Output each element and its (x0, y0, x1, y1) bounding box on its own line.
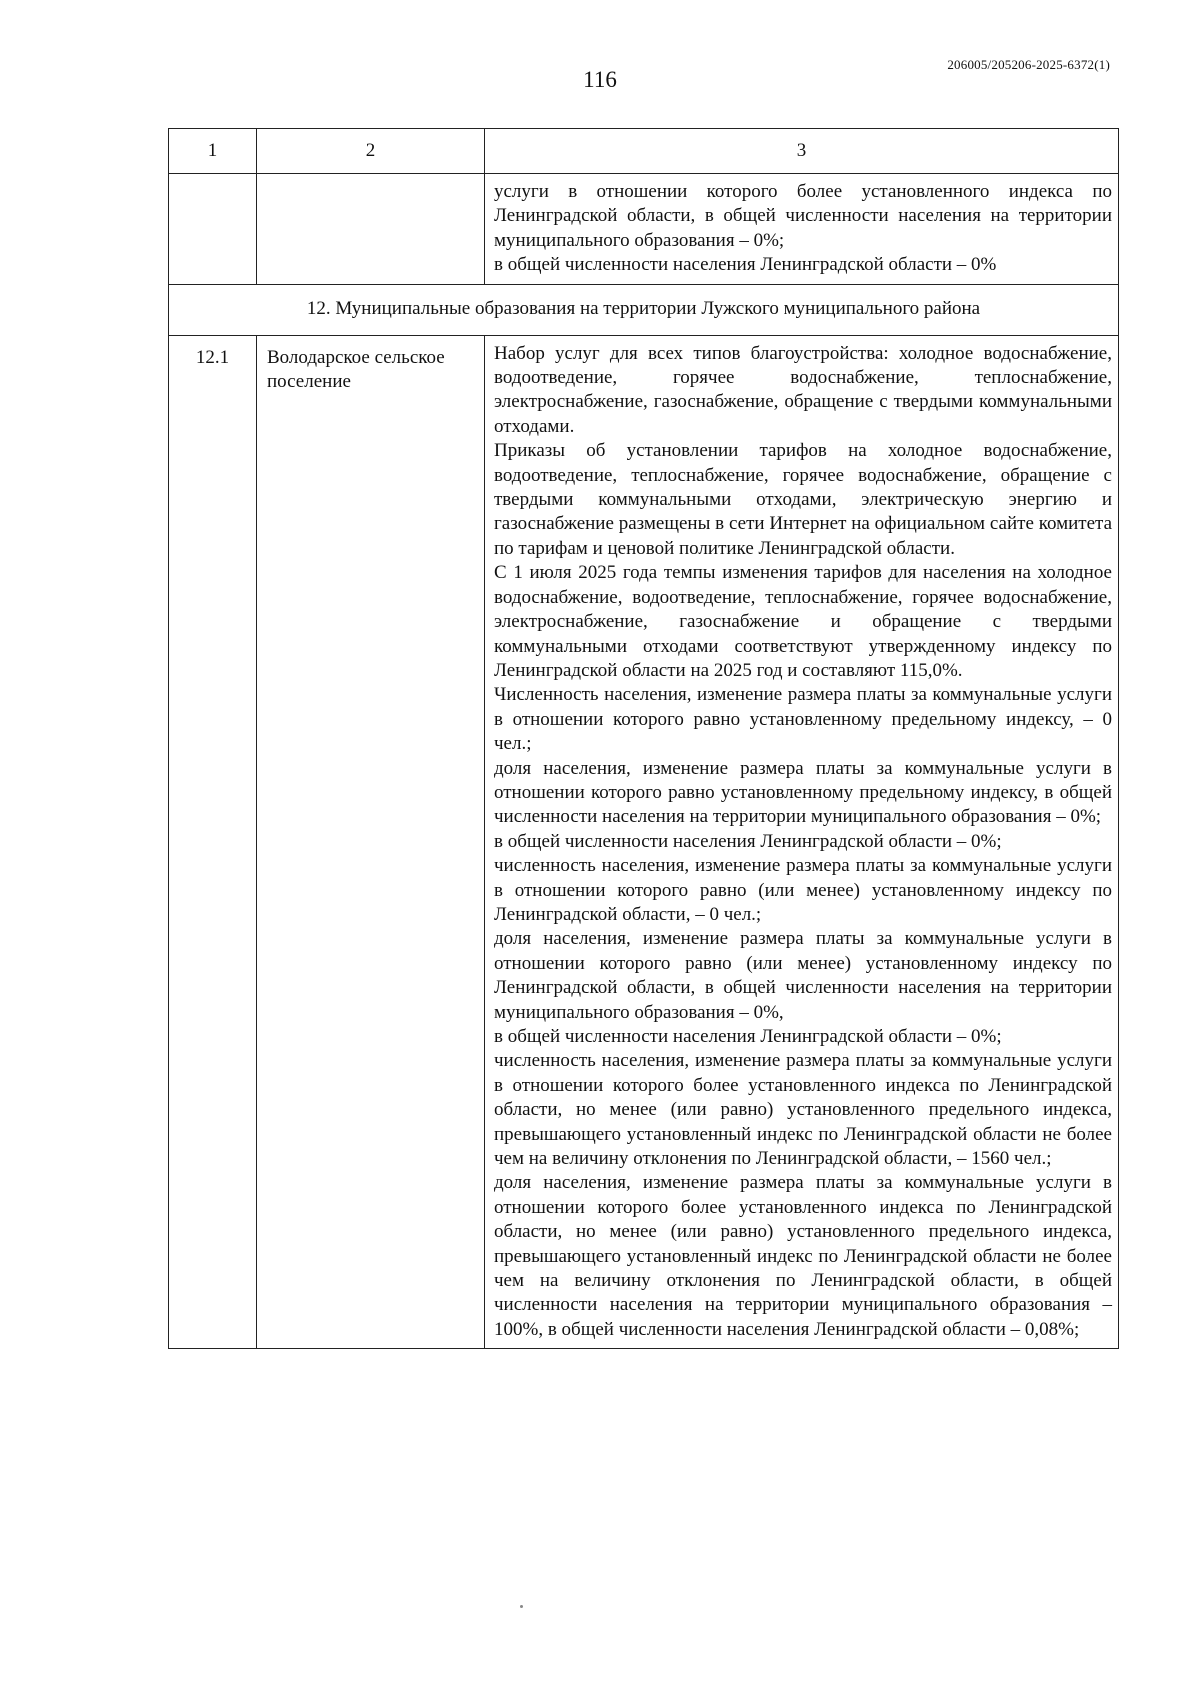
paragraph: Численность населения, изменение размера платы за коммунальные услуги в отношении которого равно установленному предельному индексу, – 0 чел.; (494, 684, 1112, 755)
paragraph: доля населения, изменение размера платы за коммунальные услуги в отношении которого равно установленному предельному индексу, в общей численности населения на территории муниципального образования – 0%; (494, 757, 1112, 828)
paragraph: в общей численности населения Ленинградской области – 0% (494, 254, 997, 276)
document-id: 206005/205206-2025-6372(1) (947, 57, 1110, 72)
entry-row (169, 335, 1119, 1349)
paragraph: в общей численности населения Ленинградской области – 0%; (494, 1026, 1002, 1047)
paragraph: Приказы об установлении тарифов на холодное водоснабжение, водоотведение, теплоснабжение, горячее водоснабжение, обращение с твердыми коммунальными отходами, электрическую энергию и газоснабжение размещены в сети Интернет на официальном сайте комитета по тарифам и ценовой политике Ленинградской области. (494, 440, 1112, 559)
continuation-row (169, 174, 1119, 285)
paragraph: Набор услуг для всех типов благоустройства: холодное водоснабжение, водоотведение, горячее водоснабжение, теплоснабжение, электроснабжение, газоснабжение, обращение с твердыми коммунальными отходами. (494, 342, 1112, 437)
section-row (169, 284, 1119, 335)
header-col-2: 2 (257, 129, 485, 174)
tariff-table (168, 128, 1119, 1349)
entry-description (485, 335, 1119, 1349)
section-title: 12. Муниципальные образования на территории Лужского муниципального района (169, 284, 1119, 335)
header-col-1: 1 (169, 129, 257, 174)
scan-speck (520, 1605, 523, 1608)
paragraph: доля населения, изменение размера платы за коммунальные услуги в отношении которого равно (или менее) установленному индексу по Ленинградской области, в общей численности населения на территории муниципального образования – 0%, (494, 928, 1112, 1023)
page-number: 116 (583, 67, 617, 92)
table-header-row (169, 129, 1119, 174)
paragraph: численность населения, изменение размера платы за коммунальные услуги в отношении которого более установленного индекса по Ленинградской области, но менее (или равно) установленного предельного индекса, превышающего установленный индекс по Ленинградской области не более чем на величину отклонения по Ленинградской области, – 1560 чел.; (494, 1050, 1112, 1170)
paragraph: численность населения, изменение размера платы за коммунальные услуги в отношении которого равно (или менее) установленному индексу по Ленинградской области, – 0 чел.; (494, 855, 1112, 925)
paragraph: доля населения, изменение размера платы за коммунальные услуги в отношении которого более установленного индекса по Ленинградской области, но менее (или равно) установленного предельного индекса, превышающего установленный индекс по Ленинградской области не более чем на величину отклонения по Ленинградской области, в общей численности населения на территории муниципального образования – 100%, в общей численности населения Ленинградской области – 0,08%; (494, 1172, 1112, 1340)
continuation-col-3 (485, 174, 1119, 285)
header-col-3: 3 (485, 129, 1119, 174)
paragraph: услуги в отношении которого более установленного индекса по Ленинградской области, в общей численности населения на территории муниципального образования – 0%; (494, 181, 1112, 251)
paragraph: С 1 июля 2025 года темпы изменения тарифов для населения на холодное водоснабжение, водоотведение, теплоснабжение, горячее водоснабжение, электроснабжение, газоснабжение и обращение с твердыми коммунальными отходами соответствуют утвержденному индексу по Ленинградской области на 2025 год и составляют 115,0%. (494, 562, 1112, 681)
continuation-col-2 (257, 174, 485, 285)
entry-name: Володарское сельское поселение (257, 335, 485, 1349)
entry-number: 12.1 (169, 335, 257, 1349)
continuation-col-1 (169, 174, 257, 285)
paragraph: в общей численности населения Ленинградской области – 0%; (494, 830, 1002, 852)
